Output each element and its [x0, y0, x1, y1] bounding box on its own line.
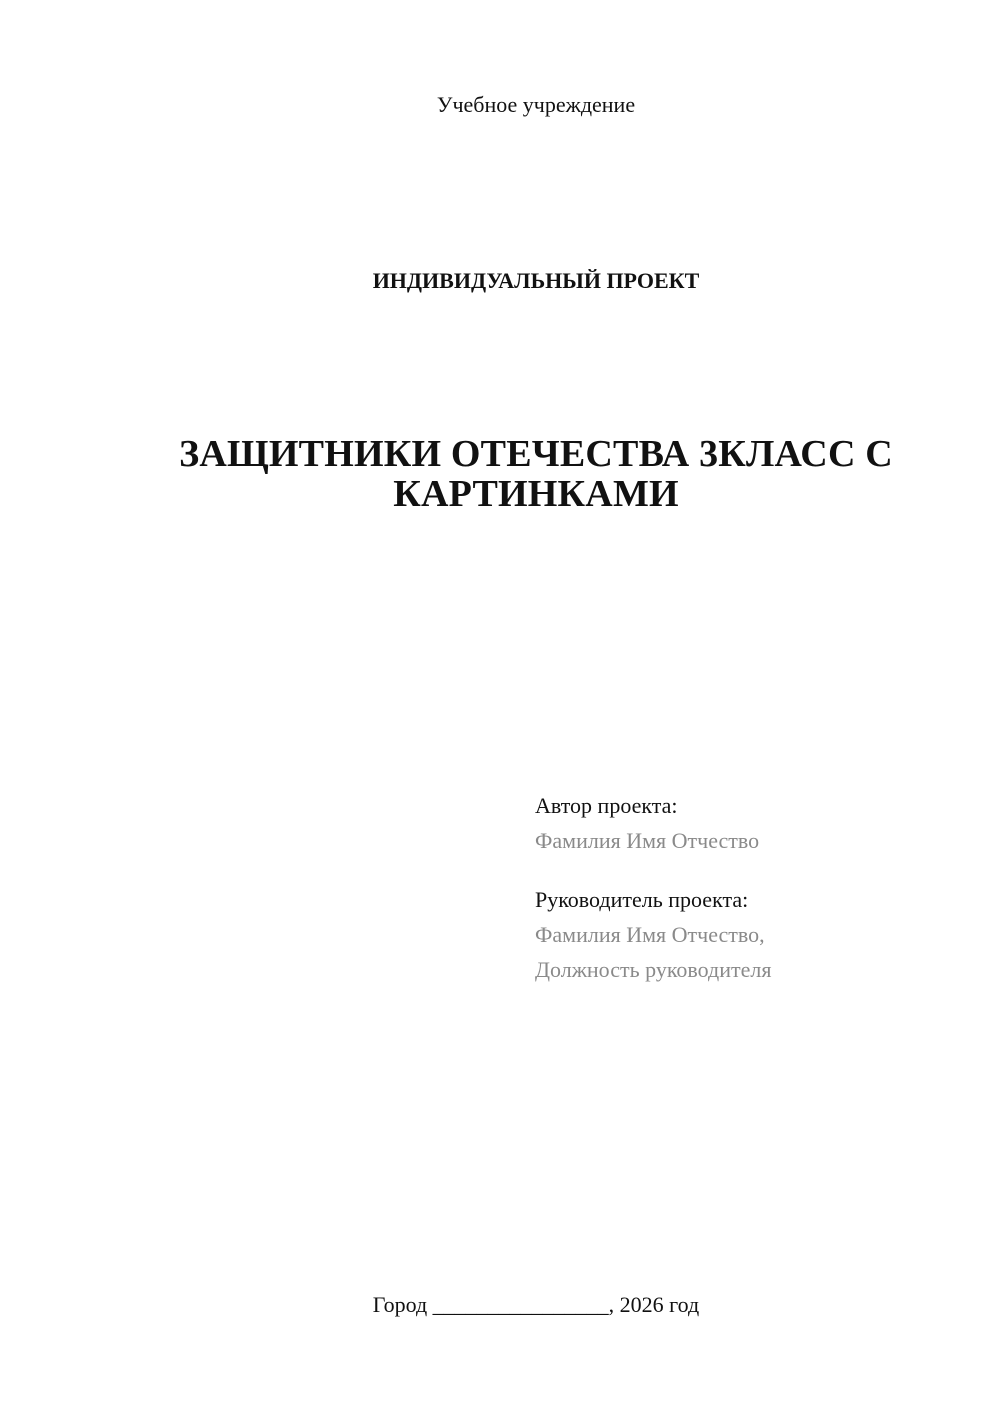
supervisor-position: Должность руководителя — [535, 957, 772, 982]
city-year-line: Город ________________, 2026 год — [372, 1292, 700, 1317]
credits-spacer — [535, 858, 975, 882]
institution-name: Учебное учреждение — [436, 92, 636, 117]
project-title — [0, 434, 1000, 514]
author-name: Фамилия Имя Отчество — [535, 828, 760, 853]
credits-block — [535, 788, 975, 987]
project-title-line-1: ЗАЩИТНИКИ ОТЕЧЕСТВА 3КЛАСС С — [179, 433, 893, 475]
document-type: ИНДИВИДУАЛЬНЫЙ ПРОЕКТ — [372, 268, 700, 293]
supervisor-name: Фамилия Имя Отчество, — [535, 922, 765, 947]
project-title-line-2: КАРТИНКАМИ — [393, 473, 679, 515]
author-label: Автор проекта: — [535, 793, 678, 818]
supervisor-label: Руководитель проекта: — [535, 887, 749, 912]
